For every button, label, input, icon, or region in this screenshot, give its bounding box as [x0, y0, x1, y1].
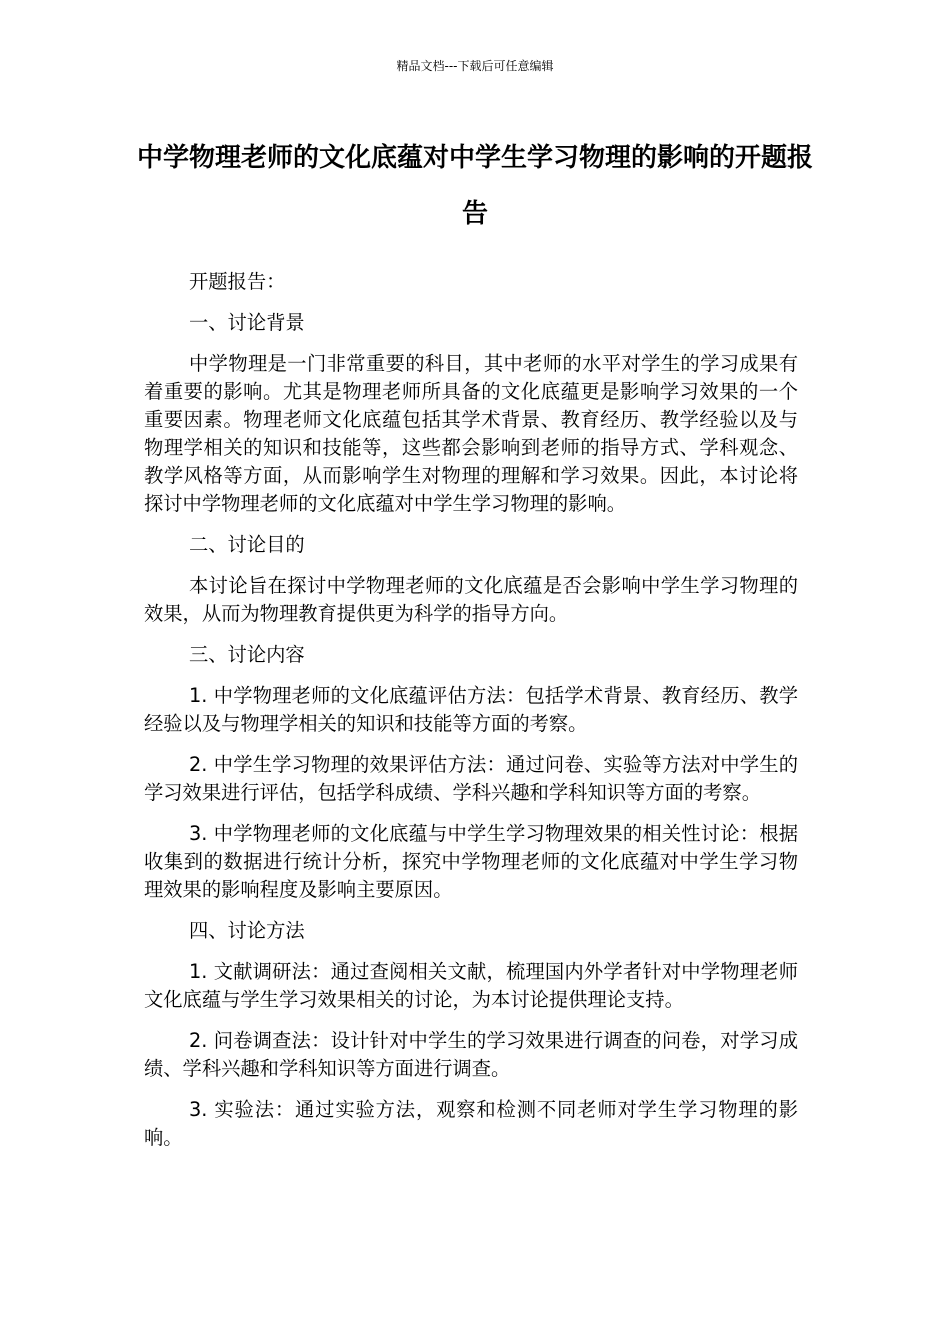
section-heading-content: 三、讨论内容: [189, 643, 305, 666]
list-item-content-3: 3. 中学物理老师的文化底蕴与中学生学习物理效果的相关性讨论：根据收集到的数据进行统计分析，探究中学物理老师的文化底蕴对中学生学习物理效果的影响程度及影响主要原因。: [144, 822, 798, 901]
list-item-method-2: 2. 问卷调查法：设计针对中学生的学习效果进行调查的问卷，对学习成绩、学科兴趣和学科知识等方面进行调查。: [144, 1029, 798, 1080]
section-heading-purpose: 二、讨论目的: [189, 533, 305, 556]
document-title: 中学物理老师的文化底蕴对中学生学习物理的影响的开题报告: [136, 143, 813, 229]
paragraph-purpose: 本讨论旨在探讨中学物理老师的文化底蕴是否会影响中学生学习物理的效果，从而为物理教育提供更为科学的指导方向。: [144, 574, 798, 625]
header-note: 精品文档---下载后可任意编辑: [396, 59, 554, 73]
list-item-content-2: 2. 中学生学习物理的效果评估方法：通过问卷、实验等方法对中学生的学习效果进行评估，包括学科成绩、学科兴趣和学科知识等方面的考察。: [144, 753, 798, 804]
list-item-method-1: 1. 文献调研法：通过查阅相关文献，梳理国内外学者针对中学物理老师文化底蕴与学生学习效果相关的讨论，为本讨论提供理论支持。: [144, 960, 798, 1011]
section-heading-methods: 四、讨论方法: [189, 919, 305, 942]
document-body: [144, 268, 798, 1165]
section-heading-background: 一、讨论背景: [189, 311, 305, 334]
paragraph-background: 中学物理是一门非常重要的科目，其中老师的水平对学生的学习成果有着重要的影响。尤其是物理老师所具备的文化底蕴更是影响学习效果的一个重要因素。物理老师文化底蕴包括其学术背景、教育经历、教学经验以及与物理学相关的知识和技能等，这些都会影响到老师的指导方式、学科观念、教学风格等方面，从而影响学生对物理的理解和学习效果。因此，本讨论将探讨中学物理老师的文化底蕴对中学生学习物理的影响。: [144, 352, 798, 515]
list-item-method-3: 3. 实验法：通过实验方法，观察和检测不同老师对学生学习物理的影响。: [144, 1098, 798, 1149]
list-item-content-1: 1. 中学物理老师的文化底蕴评估方法：包括学术背景、教育经历、教学经验以及与物理学相关的知识和技能等方面的考察。: [144, 684, 798, 735]
section-label-report: 开题报告：: [189, 270, 286, 293]
